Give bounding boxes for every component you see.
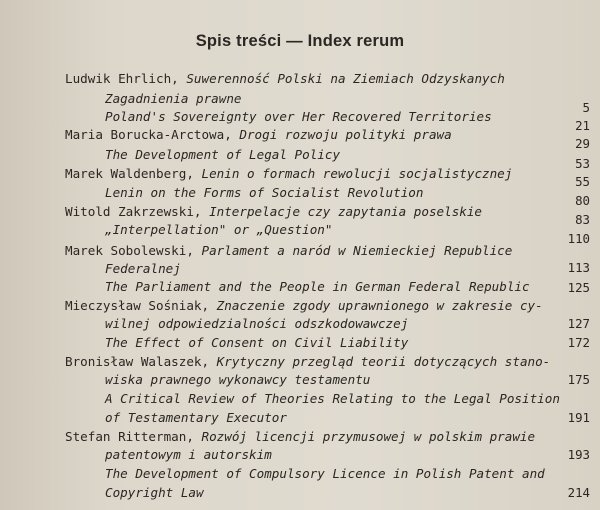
page-number: 172	[567, 335, 590, 350]
page-number: 21	[575, 118, 590, 133]
toc-line	[105, 316, 408, 331]
toc-line	[105, 447, 272, 462]
toc-entry-title: The Development of Legal Policy	[105, 147, 341, 162]
toc-line	[105, 466, 545, 481]
toc-line	[65, 429, 535, 444]
page-number: 55	[575, 174, 590, 189]
toc-line	[105, 485, 204, 500]
toc-entry-title: The Parliament and the People in German Federal Republic	[105, 279, 530, 294]
toc-entry-title: Rozwój licencji przymusowej w polskim prawie	[201, 429, 536, 444]
toc-line	[65, 71, 505, 86]
toc-author: Witold Zakrzewski,	[65, 204, 210, 219]
toc-line	[105, 279, 530, 294]
toc-entry-title: A Critical Review of Theories Relating to the Legal Position	[105, 391, 560, 406]
toc-line	[65, 298, 543, 313]
page-number: 5	[582, 100, 590, 115]
page-number: 80	[575, 193, 590, 208]
toc-line	[65, 354, 550, 369]
toc-entry-title: of Testamentary Executor	[105, 410, 287, 425]
toc-author: Mieczysław Sośniak,	[65, 298, 217, 313]
toc-author: Marek Sobolewski,	[65, 243, 202, 258]
page-number: 125	[567, 280, 590, 295]
toc-entry-title: Poland's Sovereignty over Her Recovered Territories	[105, 109, 492, 124]
toc-author: Marek Waldenberg,	[65, 166, 202, 181]
toc-line	[105, 222, 332, 237]
toc-entry-title: Drogi rozwoju polityki prawa	[239, 127, 452, 142]
toc-entry-title: Parlament a naród w Niemieckiej Republice	[201, 243, 513, 258]
toc-author: Stefan Ritterman,	[65, 429, 202, 444]
toc-entry-title: Suwerenność Polski na Ziemiach Odzyskanych	[186, 71, 505, 86]
toc-entry-title: Lenin o formach rewolucji socjalistycznej	[201, 166, 513, 181]
toc-entry-title: Lenin on the Forms of Socialist Revolution	[105, 185, 424, 200]
page-number: 214	[567, 485, 590, 500]
page-number: 113	[567, 260, 590, 275]
toc-entry-title: wiska prawnego wykonawcy testamentu	[105, 372, 371, 387]
page-number: 191	[567, 410, 590, 425]
toc-line	[105, 261, 181, 276]
toc-entry-title: wilnej odpowiedzialności odszkodowawczej	[105, 316, 409, 331]
page-number: 83	[575, 212, 590, 227]
toc-entry-title: Znaczenie zgody uprawnionego w zakresie cy-	[216, 298, 543, 313]
toc-line	[65, 127, 452, 142]
toc-line	[105, 372, 370, 387]
toc-line	[105, 147, 340, 162]
toc-entry-title: Krytyczny przegląd teorii dotyczących stano-	[216, 354, 551, 369]
toc-entry-title: The Effect of Consent on Civil Liability	[105, 335, 409, 350]
page-number: 175	[567, 372, 590, 387]
page-number: 53	[575, 156, 590, 171]
toc-entry-title: Interpelacje czy zapytania poselskie	[209, 204, 483, 219]
toc-entry-title: patentowym i autorskim	[105, 447, 272, 462]
toc-author: Ludwik Ehrlich,	[65, 71, 187, 86]
toc-line	[105, 335, 408, 350]
page-number: 127	[567, 316, 590, 331]
page-title: Spis treści — Index rerum	[195, 32, 405, 50]
toc-line	[105, 91, 241, 106]
toc-entry-title: The Development of Compulsory Licence in Polish Patent and	[105, 466, 545, 481]
toc-line	[65, 166, 512, 181]
toc-entry-title: Federalnej	[105, 261, 181, 276]
toc-entry-title: „Interpellation" or „Question"	[105, 222, 333, 237]
toc-line	[65, 204, 482, 219]
toc-line	[65, 243, 512, 258]
toc-line	[105, 185, 423, 200]
page-number: 193	[567, 447, 590, 462]
page-number: 110	[567, 231, 590, 246]
page-number: 29	[575, 136, 590, 151]
toc-entry-title: Zagadnienia prawne	[105, 91, 242, 106]
toc-line	[105, 391, 560, 406]
toc-author: Bronisław Walaszek,	[65, 354, 217, 369]
toc-author: Maria Borucka-Arctowa,	[65, 127, 240, 142]
toc-entry-title: Copyright Law	[105, 485, 204, 500]
toc-line	[105, 410, 287, 425]
toc-line	[105, 109, 492, 124]
